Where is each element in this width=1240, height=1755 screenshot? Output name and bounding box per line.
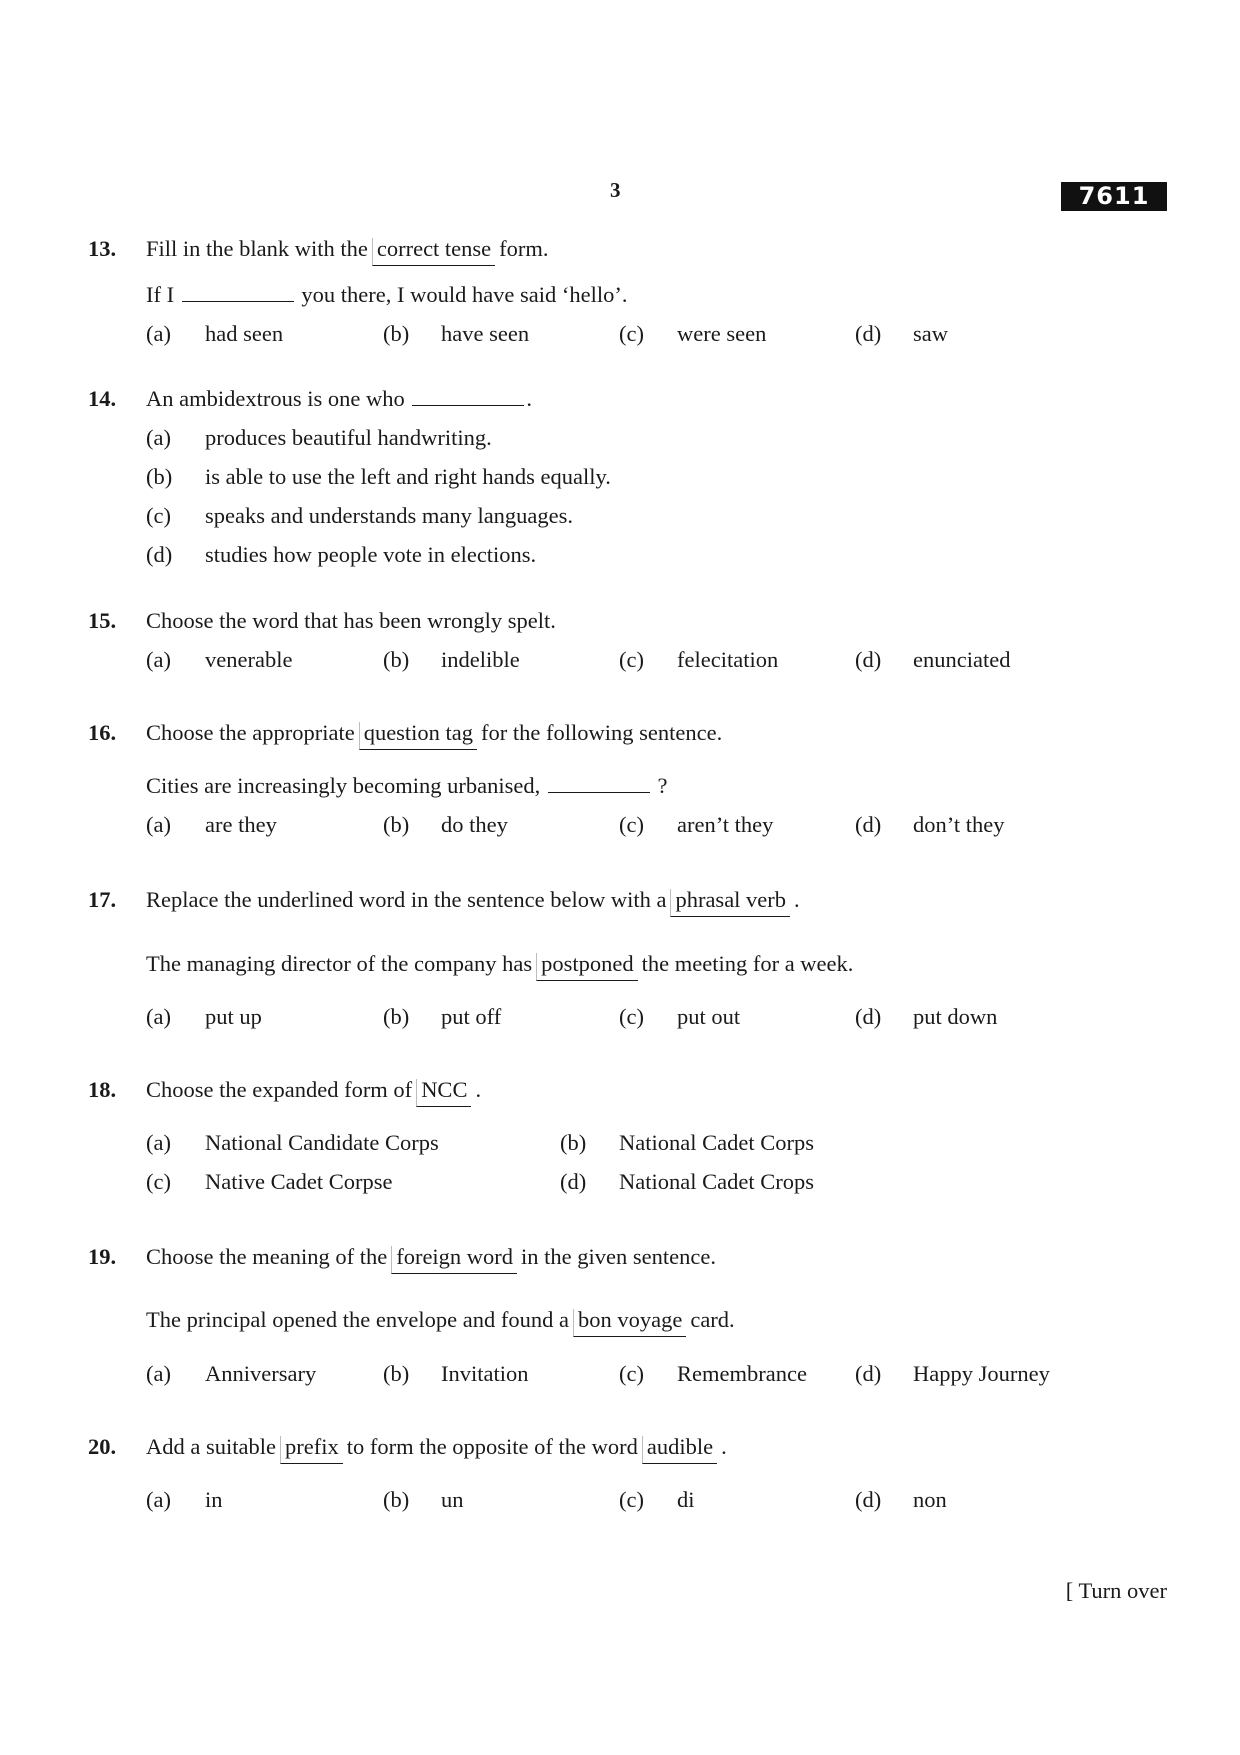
underlined-term: correct tense [372,238,495,266]
option-label: (d) [560,1169,587,1194]
paper-code-badge: 7611 [1061,182,1167,211]
option-label: (a) [146,1130,171,1155]
option-text: had seen [205,321,284,346]
fill-blank [182,300,294,302]
fill-blank [412,404,524,406]
option-label: (b) [383,321,410,346]
option-label: (a) [146,321,171,346]
underlined-word: postponed [536,953,638,981]
question-number: 16. [88,720,117,745]
option-label: (b) [146,464,173,489]
option-text: have seen [441,321,530,346]
page-number: 3 [610,178,621,202]
option-label: (c) [146,1169,171,1194]
underlined-phrase: bon voyage [573,1309,686,1337]
option-label: (a) [146,1487,171,1512]
option-text: produces beautiful handwriting. [205,425,492,450]
option-label: (c) [619,1361,644,1386]
option-text: indelible [441,647,520,672]
option-text: di [677,1487,695,1512]
underlined-term: phrasal verb [670,889,790,917]
question-text: Choose the appropriate question tag for the following sentence. [146,722,722,750]
option-label: (a) [146,812,171,837]
option-text: Happy Journey [913,1361,1050,1386]
option-label: (b) [560,1130,587,1155]
question-number: 15. [88,608,117,633]
option-text: studies how people vote in elections. [205,542,537,567]
underlined-word: audible [642,1436,717,1464]
option-label: (c) [619,812,644,837]
option-text: are they [205,812,277,837]
question-number: 20. [88,1434,117,1459]
question-text: Choose the word that has been wrongly spelt. [146,608,556,633]
option-label: (d) [855,1004,882,1029]
option-text: don’t they [913,812,1005,837]
underlined-term: foreign word [391,1246,517,1274]
option-label: (c) [619,1004,644,1029]
option-text: do they [441,812,508,837]
question-number: 18. [88,1077,117,1102]
option-text: non [913,1487,947,1512]
option-label: (b) [383,647,410,672]
underlined-term: prefix [280,1436,343,1464]
question-sentence: Cities are increasingly becoming urbanised, ? [146,773,668,798]
option-label: (d) [855,1487,882,1512]
option-label: (b) [383,1361,410,1386]
option-label: (c) [619,647,644,672]
option-text: saw [913,321,948,346]
option-text: put off [441,1004,502,1029]
question-number: 17. [88,887,117,912]
option-text: felecitation [677,647,779,672]
option-label: (d) [146,542,173,567]
option-text: Native Cadet Corpse [205,1169,393,1194]
option-label: (b) [383,1487,410,1512]
option-label: (c) [146,503,171,528]
option-text: put out [677,1004,741,1029]
underlined-term: question tag [359,722,477,750]
option-text: National Cadet Crops [619,1169,814,1194]
option-text: National Candidate Corps [205,1130,439,1155]
option-label: (d) [855,321,882,346]
option-label: (a) [146,1361,171,1386]
option-text: enunciated [913,647,1011,672]
option-text: Anniversary [205,1361,317,1386]
underlined-term: NCC [416,1079,471,1107]
option-label: (a) [146,425,171,450]
option-text: aren’t they [677,812,774,837]
question-text: Choose the meaning of the foreign word in the given sentence. [146,1246,716,1274]
option-label: (a) [146,1004,171,1029]
turn-over-note: [ Turn over [1065,1578,1167,1603]
option-text: Invitation [441,1361,529,1386]
fill-blank [548,791,650,793]
question-text: Add a suitable prefix to form the opposite of the word audible . [146,1436,727,1464]
option-text: put down [913,1004,998,1029]
option-label: (b) [383,1004,410,1029]
question-sentence: The principal opened the envelope and found a bon voyage card. [146,1309,735,1337]
option-text: venerable [205,647,293,672]
question-number: 19. [88,1244,117,1269]
option-text: were seen [677,321,767,346]
question-text: Choose the expanded form of NCC . [146,1079,481,1107]
option-text: Remembrance [677,1361,807,1386]
option-label: (c) [619,321,644,346]
option-label: (a) [146,647,171,672]
option-text: is able to use the left and right hands equally. [205,464,611,489]
question-sentence: If I you there, I would have said ‘hello’. [146,282,628,307]
question-number: 14. [88,386,117,411]
option-label: (b) [383,812,410,837]
question-text: Replace the underlined word in the sentence below with a phrasal verb . [146,889,800,917]
option-label: (d) [855,647,882,672]
option-text: put up [205,1004,262,1029]
option-text: National Cadet Corps [619,1130,814,1155]
option-label: (d) [855,812,882,837]
question-text: Fill in the blank with the correct tense form. [146,238,549,266]
question-text: An ambidextrous is one who . [146,386,532,411]
option-text: in [205,1487,223,1512]
option-text: speaks and understands many languages. [205,503,574,528]
question-number: 13. [88,236,117,261]
question-sentence: The managing director of the company has postponed the meeting for a week. [146,953,853,981]
option-text: un [441,1487,464,1512]
option-label: (c) [619,1487,644,1512]
option-label: (d) [855,1361,882,1386]
